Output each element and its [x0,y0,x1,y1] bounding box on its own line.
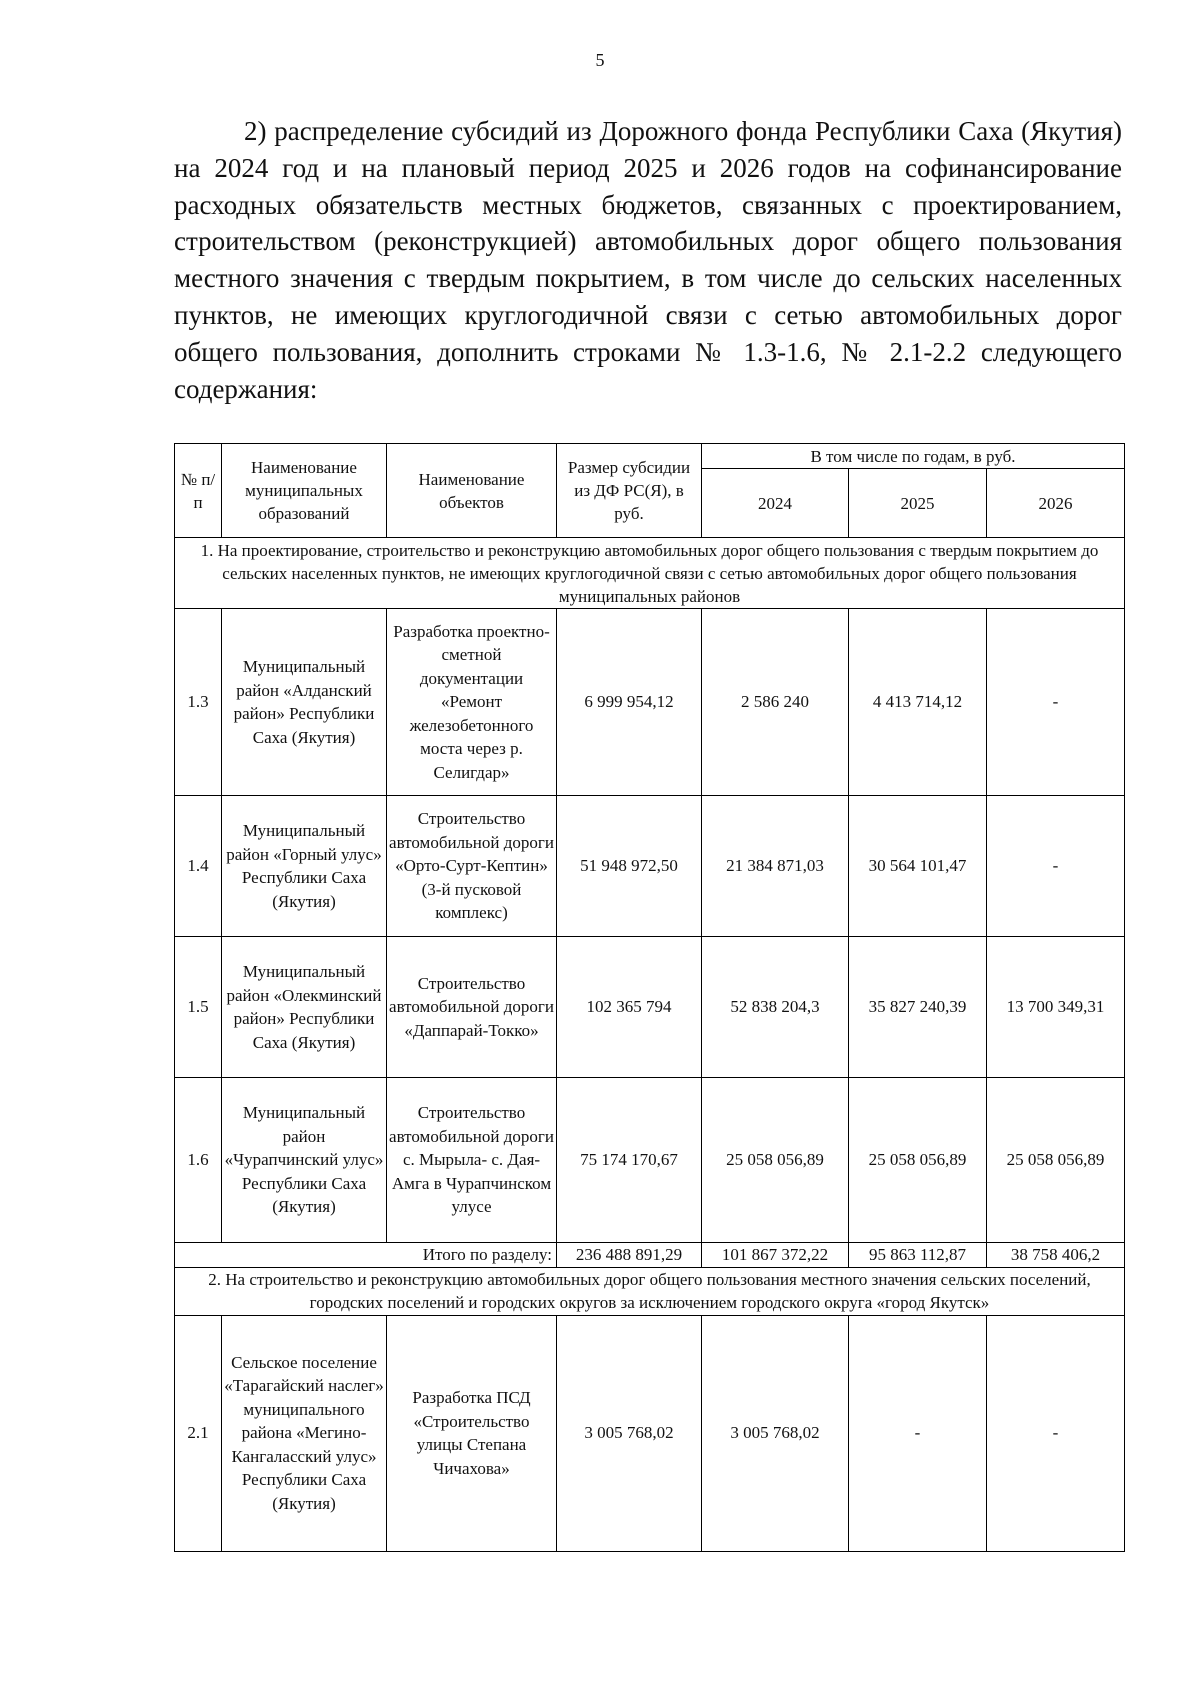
header-year-2024: 2024 [702,469,849,538]
header-year-2025: 2025 [849,469,987,538]
row-object: Строительство автомобильной дороги «Даппарай-Токко» [387,937,557,1078]
subtotal-2025: 95 863 112,87 [849,1243,987,1268]
row-num: 1.3 [175,609,222,796]
row-total: 3 005 768,02 [557,1315,702,1551]
row-2025: 4 413 714,12 [849,609,987,796]
header-row-top [175,444,1125,469]
row-total: 51 948 972,50 [557,796,702,937]
row-municipality: Муниципальный район «Олекминский район» Республики Саха (Якутия) [222,937,387,1078]
row-2025: - [849,1315,987,1551]
section-1-row [175,538,1125,609]
page-number: 5 [595,50,605,70]
header-num: № п/п [175,444,222,538]
row-object: Строительство автомобильной дороги с. Мырыла- с. Дая-Амга в Чурапчинском улусе [387,1078,557,1243]
row-municipality: Муниципальный район «Алданский район» Республики Саха (Якутия) [222,609,387,796]
row-municipality: Муниципальный район «Чурапчинский улус» Республики Саха (Якутия) [222,1078,387,1243]
header-object: Наименование объектов [387,444,557,538]
row-num: 1.4 [175,796,222,937]
subsidy-table [174,443,1125,1552]
section-2-row [175,1267,1125,1315]
header-subsidy: Размер субсидии из ДФ РС(Я), в руб. [557,444,702,538]
row-num: 2.1 [175,1315,222,1551]
table-row [175,1078,1125,1243]
intro-paragraph: 2) распределение субсидий из Дорожного фонда Республики Саха (Якутия) на 2024 год и на плановый период 2025 и 2026 годов на софинансирование расходных обязательств местных бюджетов, связанных с проектированием, строительством (реконструкцией) автомобильных дорог общего пользования местного значения с твердым покрытием, в том числе до сельских населенных пунктов, не имеющих круглогодичной связи с сетью автомобильных дорог общего пользования, дополнить строками № 1.3-1.6, № 2.1-2.2 следующего содержания: [174,116,1122,404]
row-2024: 25 058 056,89 [702,1078,849,1243]
row-2026: - [987,1315,1125,1551]
subtotal-2026: 38 758 406,2 [987,1243,1125,1268]
row-object: Разработка проектно-сметной документации «Ремонт железобетонного моста через р. Селигдар» [387,609,557,796]
section-2-title: 2. На строительство и реконструкцию автомобильных дорог общего пользования местного значения сельских поселений, городских поселений и городских округов за исключением городского округа «город Якутск» [175,1267,1125,1315]
row-object: Разработка ПСД «Строительство улицы Степана Чичахова» [387,1315,557,1551]
subtotal-2024: 101 867 372,22 [702,1243,849,1268]
row-2024: 2 586 240 [702,609,849,796]
row-2026: - [987,796,1125,937]
row-municipality: Сельское поселение «Тарагайский наслег» муниципального района «Мегино-Кангаласский улус» Республики Саха (Якутия) [222,1315,387,1551]
table-row [175,1315,1125,1551]
subtotal-label: Итого по разделу: [175,1243,557,1268]
row-2024: 3 005 768,02 [702,1315,849,1551]
section-1-title: 1. На проектирование, строительство и реконструкцию автомобильных дорог общего пользования с твердым покрытием до сельских населенных пунктов, не имеющих круглогодичной связи с сетью автомобильных дорог общего пользования муниципальных районов [175,538,1125,609]
row-2026: 25 058 056,89 [987,1078,1125,1243]
row-total: 102 365 794 [557,937,702,1078]
row-2026: - [987,609,1125,796]
row-total: 6 999 954,12 [557,609,702,796]
row-total: 75 174 170,67 [557,1078,702,1243]
row-2026: 13 700 349,31 [987,937,1125,1078]
row-2025: 30 564 101,47 [849,796,987,937]
header-by-years: В том числе по годам, в руб. [702,444,1125,469]
row-2025: 25 058 056,89 [849,1078,987,1243]
row-municipality: Муниципальный район «Горный улус» Республики Саха (Якутия) [222,796,387,937]
header-year-2026: 2026 [987,469,1125,538]
subtotal-row [175,1243,1125,1268]
table-row [175,937,1125,1078]
row-num: 1.5 [175,937,222,1078]
table-row [175,609,1125,796]
row-2025: 35 827 240,39 [849,937,987,1078]
header-municipality: Наименование муниципальных образований [222,444,387,538]
subtotal-total: 236 488 891,29 [557,1243,702,1268]
row-2024: 21 384 871,03 [702,796,849,937]
table-row [175,796,1125,937]
row-num: 1.6 [175,1078,222,1243]
row-object: Строительство автомобильной дороги «Орто-Сурт-Кептин» (3-й пусковой комплекс) [387,796,557,937]
row-2024: 52 838 204,3 [702,937,849,1078]
